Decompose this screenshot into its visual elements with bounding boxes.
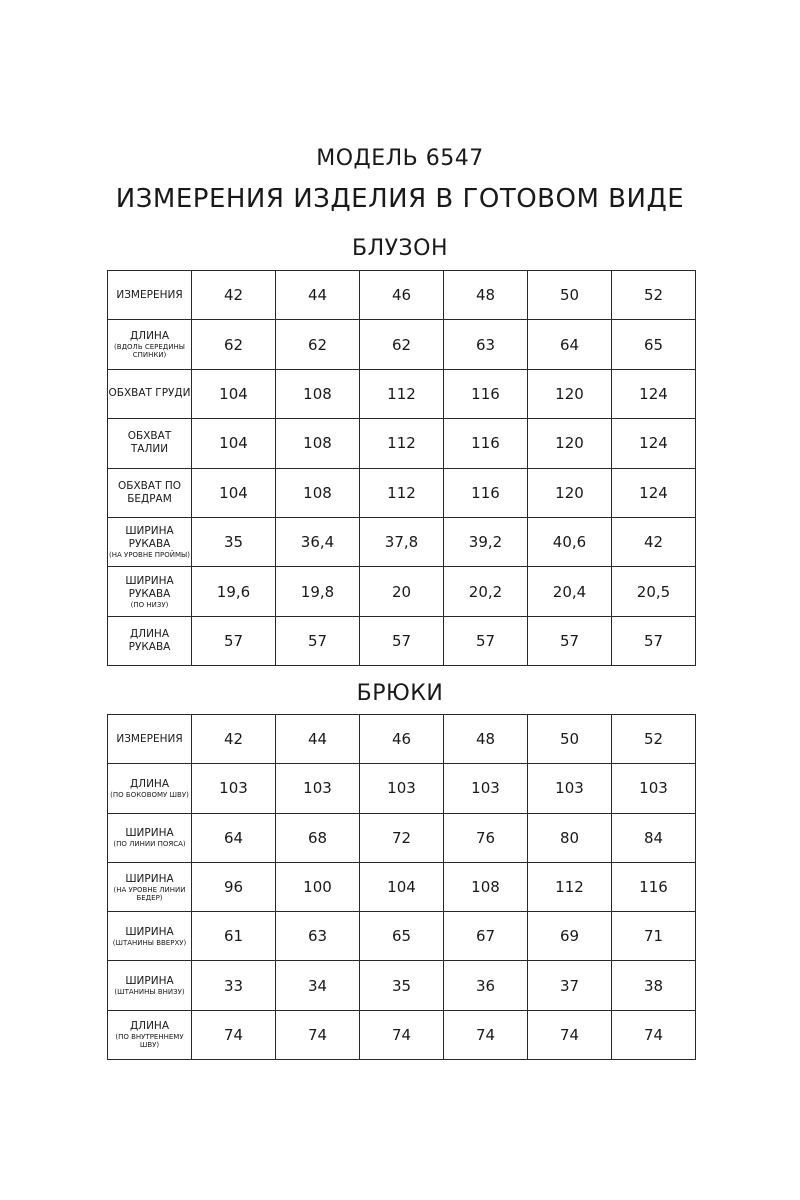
- size-value-cell: 68: [276, 813, 360, 862]
- row-label: [108, 715, 192, 764]
- size-value-cell: 116: [444, 419, 528, 468]
- size-value-cell: 112: [360, 468, 444, 517]
- size-value-cell: 104: [360, 862, 444, 911]
- size-value-cell: 112: [528, 862, 612, 911]
- size-value-cell: 57: [276, 616, 360, 665]
- size-value-cell: 42: [192, 715, 276, 764]
- size-value-cell: 42: [612, 517, 696, 566]
- row-label-text: ИЗМЕРЕНИЯ: [116, 288, 183, 301]
- blouson-size-table: [107, 270, 696, 666]
- size-value-cell: 104: [192, 419, 276, 468]
- row-label-text: ШИРИНА: [125, 975, 174, 988]
- row-label-note: (ВДОЛЬ СЕРЕДИНЫ СПИНКИ): [114, 343, 185, 360]
- size-value-cell: 62: [360, 320, 444, 369]
- row-label-note: (ПО ЛИНИИ ПОЯСА): [113, 840, 186, 849]
- size-value-cell: 103: [444, 764, 528, 813]
- row-label: [108, 862, 192, 911]
- size-value-cell: 50: [528, 271, 612, 320]
- row-label: [108, 517, 192, 566]
- size-value-cell: 46: [360, 271, 444, 320]
- size-value-cell: 64: [528, 320, 612, 369]
- row-label-text: ШИРИНА: [125, 827, 174, 840]
- size-value-cell: 57: [612, 616, 696, 665]
- row-label-text: ДЛИНА: [129, 777, 170, 790]
- size-value-cell: 35: [192, 517, 276, 566]
- row-label: [108, 468, 192, 517]
- size-value-cell: 57: [360, 616, 444, 665]
- size-value-cell: 103: [528, 764, 612, 813]
- size-value-cell: 64: [192, 813, 276, 862]
- size-value-cell: 34: [276, 961, 360, 1010]
- row-label-note: (НА УРОВНЕ ЛИНИИ БЕДЕР): [113, 885, 186, 902]
- size-value-cell: 124: [612, 468, 696, 517]
- size-value-cell: 35: [360, 961, 444, 1010]
- size-value-cell: 103: [192, 764, 276, 813]
- trousers-table-row: [108, 912, 696, 961]
- size-value-cell: 57: [528, 616, 612, 665]
- page-title: ИЗМЕРЕНИЯ ИЗДЕЛИЯ В ГОТОВОМ ВИДЕ: [115, 184, 685, 214]
- size-value-cell: 116: [444, 468, 528, 517]
- size-value-cell: 74: [360, 1010, 444, 1059]
- size-value-cell: 72: [360, 813, 444, 862]
- row-label-text: ОБХВАТ ГРУДИ: [108, 387, 191, 400]
- size-value-cell: 103: [276, 764, 360, 813]
- model-number: МОДЕЛЬ 6547: [316, 146, 484, 171]
- blouson-table-row: [108, 616, 696, 665]
- size-value-cell: 74: [192, 1010, 276, 1059]
- size-value-cell: 67: [444, 912, 528, 961]
- size-value-cell: 108: [444, 862, 528, 911]
- size-value-cell: 124: [612, 369, 696, 418]
- row-label-text: ИЗМЕРЕНИЯ: [116, 732, 183, 745]
- row-label: [108, 616, 192, 665]
- size-value-cell: 20: [360, 567, 444, 616]
- size-value-cell: 44: [276, 271, 360, 320]
- size-value-cell: 116: [612, 862, 696, 911]
- size-value-cell: 50: [528, 715, 612, 764]
- size-value-cell: 46: [360, 715, 444, 764]
- size-value-cell: 120: [528, 468, 612, 517]
- size-value-cell: 38: [612, 961, 696, 1010]
- size-value-cell: 19,8: [276, 567, 360, 616]
- trousers-table-row: [108, 764, 696, 813]
- size-value-cell: 57: [444, 616, 528, 665]
- size-value-cell: 74: [612, 1010, 696, 1059]
- size-value-cell: 20,5: [612, 567, 696, 616]
- row-label-text: ДЛИНА: [129, 1020, 170, 1033]
- row-label: [108, 567, 192, 616]
- size-value-cell: 112: [360, 419, 444, 468]
- size-value-cell: 84: [612, 813, 696, 862]
- size-value-cell: 62: [192, 320, 276, 369]
- size-value-cell: 19,6: [192, 567, 276, 616]
- row-label: [108, 271, 192, 320]
- row-label-note: (ПО ВНУТРЕННЕМУ ШВУ): [115, 1033, 184, 1050]
- row-label-text: ОБХВАТ ПО БЕДРАМ: [118, 479, 181, 505]
- size-value-cell: 44: [276, 715, 360, 764]
- size-value-cell: 74: [528, 1010, 612, 1059]
- size-value-cell: 48: [444, 271, 528, 320]
- size-value-cell: 37,8: [360, 517, 444, 566]
- size-value-cell: 103: [360, 764, 444, 813]
- size-value-cell: 63: [276, 912, 360, 961]
- row-label-note: (ПО НИЗУ): [130, 600, 169, 609]
- size-value-cell: 65: [360, 912, 444, 961]
- size-value-cell: 69: [528, 912, 612, 961]
- size-value-cell: 33: [192, 961, 276, 1010]
- size-value-cell: 52: [612, 715, 696, 764]
- trousers-heading: БРЮКИ: [356, 681, 444, 706]
- size-value-cell: 108: [276, 419, 360, 468]
- row-label-note: (ПО БОКОВОМУ ШВУ): [110, 790, 189, 799]
- row-label-note: (ШТАНИНЫ ВНИЗУ): [114, 988, 185, 997]
- row-label-note: (НА УРОВНЕ ПРОЙМЫ): [109, 551, 190, 560]
- size-value-cell: 36: [444, 961, 528, 1010]
- trousers-table-row: [108, 1010, 696, 1059]
- size-value-cell: 124: [612, 419, 696, 468]
- blouson-table-row: [108, 271, 696, 320]
- size-value-cell: 61: [192, 912, 276, 961]
- row-label-text: ШИРИНА: [125, 925, 174, 938]
- size-value-cell: 108: [276, 369, 360, 418]
- blouson-heading: БЛУЗОН: [351, 236, 448, 261]
- row-label-text: ШИРИНА РУКАВА: [125, 525, 174, 551]
- row-label: [108, 912, 192, 961]
- size-value-cell: 37: [528, 961, 612, 1010]
- size-value-cell: 65: [612, 320, 696, 369]
- size-value-cell: 80: [528, 813, 612, 862]
- size-value-cell: 96: [192, 862, 276, 911]
- row-label: [108, 961, 192, 1010]
- size-value-cell: 104: [192, 468, 276, 517]
- size-value-cell: 20,2: [444, 567, 528, 616]
- size-value-cell: 39,2: [444, 517, 528, 566]
- size-value-cell: 20,4: [528, 567, 612, 616]
- trousers-table-row: [108, 715, 696, 764]
- size-value-cell: 112: [360, 369, 444, 418]
- blouson-table-row: [108, 320, 696, 369]
- row-label-text: ШИРИНА: [125, 872, 174, 885]
- row-label-text: ДЛИНА РУКАВА: [128, 627, 171, 653]
- size-value-cell: 62: [276, 320, 360, 369]
- size-value-cell: 76: [444, 813, 528, 862]
- size-value-cell: 120: [528, 369, 612, 418]
- size-value-cell: 120: [528, 419, 612, 468]
- size-value-cell: 100: [276, 862, 360, 911]
- size-value-cell: 74: [276, 1010, 360, 1059]
- size-value-cell: 71: [612, 912, 696, 961]
- blouson-table-row: [108, 567, 696, 616]
- size-value-cell: 116: [444, 369, 528, 418]
- size-value-cell: 52: [612, 271, 696, 320]
- row-label-text: ОБХВАТ ТАЛИИ: [127, 430, 172, 456]
- blouson-table-row: [108, 419, 696, 468]
- size-value-cell: 48: [444, 715, 528, 764]
- trousers-table-row: [108, 862, 696, 911]
- size-value-cell: 57: [192, 616, 276, 665]
- row-label-note: (ШТАНИНЫ ВВЕРХУ): [112, 938, 187, 947]
- size-value-cell: 108: [276, 468, 360, 517]
- row-label-text: ДЛИНА: [129, 330, 170, 343]
- row-label-text: ШИРИНА РУКАВА: [125, 574, 174, 600]
- blouson-table-row: [108, 468, 696, 517]
- size-value-cell: 63: [444, 320, 528, 369]
- size-value-cell: 103: [612, 764, 696, 813]
- row-label: [108, 764, 192, 813]
- size-value-cell: 40,6: [528, 517, 612, 566]
- size-value-cell: 74: [444, 1010, 528, 1059]
- trousers-size-table: [107, 714, 696, 1060]
- blouson-table-row: [108, 369, 696, 418]
- blouson-table-row: [108, 517, 696, 566]
- trousers-table-row: [108, 813, 696, 862]
- size-value-cell: 42: [192, 271, 276, 320]
- row-label: [108, 813, 192, 862]
- row-label: [108, 320, 192, 369]
- size-value-cell: 104: [192, 369, 276, 418]
- row-label: [108, 419, 192, 468]
- size-value-cell: 36,4: [276, 517, 360, 566]
- row-label: [108, 1010, 192, 1059]
- row-label: [108, 369, 192, 418]
- trousers-table-row: [108, 961, 696, 1010]
